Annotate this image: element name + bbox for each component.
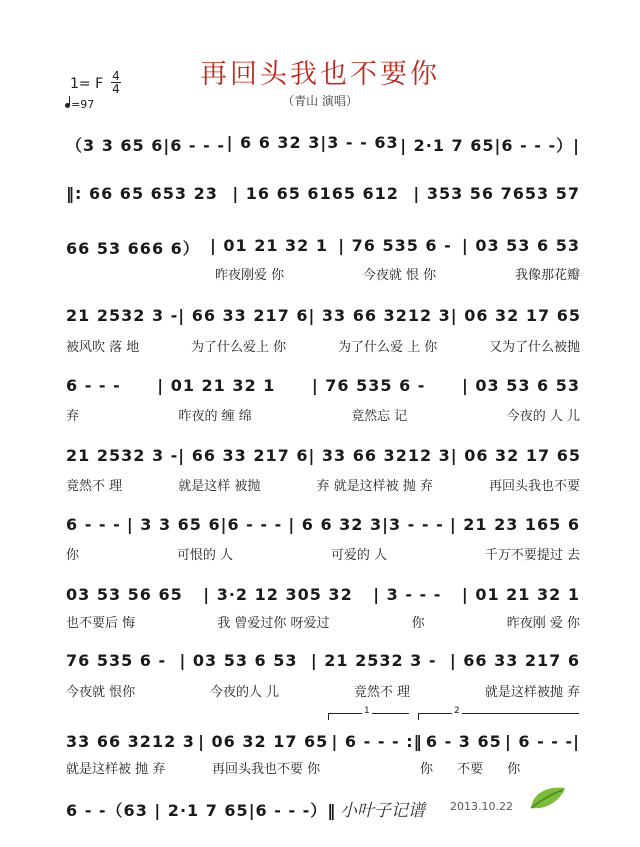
measure-group: | 76 535 6 -: [338, 236, 452, 255]
measure-group: 21 2532 3 -: [66, 446, 179, 465]
measure-group: | 06 32 17 65: [198, 732, 329, 751]
measure-group: （3 3 65 6|6 - - -: [66, 136, 225, 155]
measure-group: | 33 66 3212 3: [308, 306, 451, 325]
lyric-row-10c: [420, 758, 520, 777]
lyric-line: 也不要后 悔: [66, 616, 136, 631]
lyric-line: 竟然忘 记: [351, 409, 408, 424]
measure-group: 6 - 3 65: [425, 732, 502, 751]
second-ending-number: 2: [454, 706, 460, 716]
measure-group: 6 - - -: [66, 376, 121, 395]
lyric-line: 可恨的 人: [176, 548, 233, 563]
score-row-7: [66, 515, 580, 534]
measure-group: | 06 32 17 65: [450, 306, 581, 325]
lyric-line: 为了什么爱 上 你: [337, 340, 438, 355]
lyric-line: 竟然不 理: [353, 685, 411, 700]
tempo-marking: =97: [65, 98, 94, 111]
score-row-3: [66, 236, 580, 259]
watermark-date: 2013.10.22: [450, 800, 513, 813]
lyric-line: 再回头我也不要 你: [212, 762, 321, 777]
lyric-row-3: [215, 264, 580, 283]
lyric-line: 昨夜刚 爱 你: [506, 616, 580, 631]
lyric-line: 又为了什么被抛: [488, 340, 580, 355]
lyric-row-8: [66, 612, 580, 631]
score-row-5: [66, 376, 580, 395]
leaf-icon: [527, 782, 569, 816]
singer-credit: （青山 演唱）: [282, 94, 358, 108]
lyric-line: 弃: [66, 409, 80, 424]
measure-group: | 03 53 6 53: [179, 651, 298, 670]
measure-group: | 01 21 32 1: [209, 236, 329, 255]
measure-group: | 03 53 6 53: [461, 236, 580, 255]
lyric-line: 被风吹 落 地: [66, 340, 140, 355]
score-row-8: [66, 585, 580, 604]
lyric-line: 竟然不 理: [66, 479, 123, 494]
measure-group: | 33 66 3212 3: [308, 446, 451, 465]
lyric-line: 就是这样 被抛: [178, 479, 261, 494]
lyric-row-10b: [212, 758, 320, 777]
measure-group: | 21 2532 3 -: [310, 651, 437, 670]
measure-group: | 76 535 6 -: [311, 376, 426, 395]
quarter-note-icon: [65, 103, 70, 108]
measure-group: | 2·1 7 65|6 - - -）|: [400, 136, 580, 155]
measure-group: | 6 6 32 3|3 - - 63: [226, 133, 399, 152]
score-row-1: [66, 133, 580, 156]
lyric-line: 今夜的 人 儿: [506, 409, 580, 424]
measure-group: | 6 - - - :‖: [331, 732, 423, 751]
first-ending-number: 1: [364, 706, 370, 716]
time-signature: [111, 70, 121, 95]
score-row-4: [66, 306, 580, 325]
measure-group: | 66 33 217 6: [178, 306, 309, 325]
lyric-row-5: [66, 405, 580, 424]
lyric-row-6: [66, 475, 580, 494]
lyric-line: 你: [66, 548, 80, 563]
lyric-line: 你 不要 你: [420, 762, 521, 777]
lyric-row-9: [66, 681, 580, 700]
measure-group: ‖: 66 65 653 23: [66, 184, 218, 203]
measure-group: | 6 - - -|: [504, 732, 580, 751]
lyric-line: 再回头我也不要: [488, 479, 580, 494]
song-title: 再回头我也不要你: [200, 59, 440, 90]
lyric-row-4: [66, 336, 580, 355]
key-signature: 1= F: [70, 76, 104, 92]
measure-group: 6 - - -: [66, 515, 121, 534]
lyric-line: 就是这样被 抛 弃: [66, 762, 166, 777]
measure-group: | 66 33 217 6: [178, 446, 309, 465]
time-sig-bottom: 4: [112, 82, 120, 96]
lyric-line: 今夜就 恨你: [66, 685, 136, 700]
measure-group: | 3 3 65 6|6 - - -: [126, 515, 283, 534]
score-row-10: [66, 732, 580, 751]
measure-group: 03 53 56 65: [66, 585, 183, 604]
time-sig-top: 4: [112, 69, 120, 83]
score-row-6: [66, 446, 580, 465]
lyric-line: 昨夜刚爱 你: [215, 268, 285, 283]
measure-group: | 03 53 6 53: [461, 376, 580, 395]
score-row-11: [66, 798, 336, 821]
lyric-line: 你: [411, 616, 425, 631]
measure-group: | 66 33 217 6: [449, 651, 580, 670]
measure-group: | 3 - - -: [373, 585, 442, 604]
lyric-line: 今夜就 恨 你: [362, 268, 437, 283]
measure-group: | 21 23 165 6: [449, 515, 580, 534]
measure-group: 76 535 6 -: [66, 651, 167, 670]
score-row-9: [66, 651, 580, 670]
measure-group: 21 2532 3 -: [66, 306, 179, 325]
measure-group: | 01 21 32 1: [461, 585, 580, 604]
measure-group: | 353 56 7653 57: [413, 184, 580, 203]
lyric-line: 弃 就是这样被 抛 弃: [316, 479, 433, 494]
lyric-row-7: [66, 544, 580, 563]
measure-group: | 01 21 32 1: [157, 376, 276, 395]
measure-group: 33 66 3212 3: [66, 732, 195, 751]
measure-group: | 16 65 6165 612: [232, 184, 399, 203]
measure-group: 66 53 666 6）: [66, 239, 200, 258]
lyric-line: 千万不要提过 去: [484, 548, 580, 563]
score-row-2: [66, 184, 580, 203]
lyric-line: 昨夜的 缠 绵: [178, 409, 252, 424]
lyric-line: 我像那花瓣: [514, 268, 580, 283]
measure-group: | 3·2 12 305 32: [203, 585, 353, 604]
lyric-line: 我 曾爱过你 呀爱过: [217, 616, 330, 631]
lyric-line: 今夜的人 儿: [209, 685, 280, 700]
measure-group: | 6 6 32 3|3 - - -: [288, 515, 444, 534]
lyric-line: 可爱的 人: [330, 548, 387, 563]
second-ending-bracket: [418, 713, 579, 720]
lyric-line: 为了什么爱上 你: [191, 340, 287, 355]
lyric-line: 就是这样被抛 弃: [484, 685, 580, 700]
watermark-text: 小叶子记谱: [340, 801, 425, 821]
measure-group: 6 - -（63 | 2·1 7 65|6 - - -）‖: [66, 801, 337, 820]
measure-group: | 06 32 17 65: [450, 446, 581, 465]
